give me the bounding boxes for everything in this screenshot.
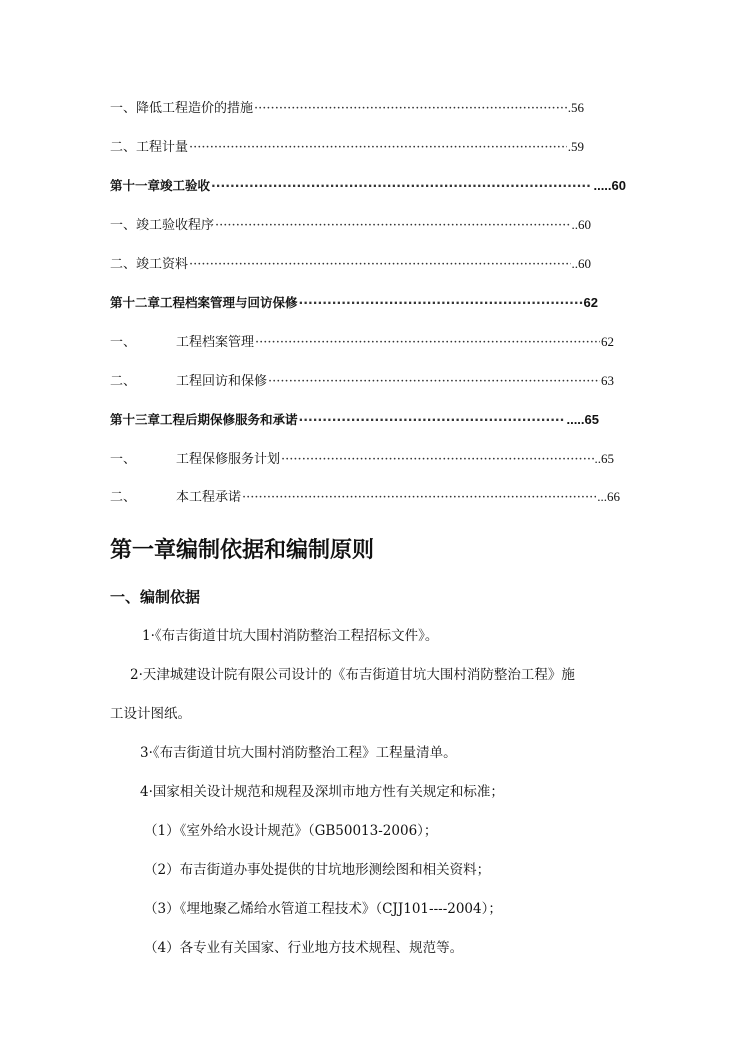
toc-page: .....65 bbox=[566, 412, 599, 427]
toc-title: 工程保修服务计划 bbox=[176, 452, 281, 467]
toc-entry[interactable] bbox=[110, 255, 591, 274]
toc-title: 竣工验收程序 bbox=[136, 218, 215, 233]
toc-number: 二、 bbox=[110, 140, 137, 155]
toc-page: 62 bbox=[583, 295, 598, 310]
toc-page: 63 bbox=[601, 373, 614, 388]
paragraph: 工设计图纸。 bbox=[110, 706, 191, 722]
toc-title: 第十二章工程档案管理与回访保修 bbox=[110, 295, 298, 310]
toc-page: ..60 bbox=[571, 256, 591, 271]
paragraph: （3）《埋地聚乙烯给水管道工程技术》（CJJ101----2004）； bbox=[144, 901, 502, 917]
toc-page: ...66 bbox=[597, 489, 620, 504]
toc-leader bbox=[242, 489, 596, 507]
toc-page: ..65 bbox=[594, 451, 614, 466]
toc-title: 降低工程造价的措施 bbox=[136, 101, 254, 116]
paragraph: （2）布吉街道办事处提供的甘坑地形测绘图和相关资料； bbox=[144, 862, 491, 878]
toc-number: 二、 bbox=[110, 374, 137, 389]
toc-leader bbox=[215, 217, 570, 235]
toc-entry[interactable] bbox=[110, 177, 626, 195]
toc-number: 一、 bbox=[110, 218, 137, 233]
toc-entry[interactable] bbox=[110, 99, 584, 118]
toc-leader bbox=[211, 177, 592, 195]
toc-leader bbox=[189, 256, 570, 274]
toc-leader bbox=[268, 373, 600, 391]
toc-entry[interactable] bbox=[110, 333, 614, 352]
paragraph: 1·《布吉街道甘坑大围村消防整治工程招标文件》。 bbox=[142, 628, 439, 644]
toc-page: .59 bbox=[567, 139, 584, 154]
toc-leader bbox=[299, 294, 583, 312]
paragraph: 2·天津城建设计院有限公司设计的《布吉街道甘坑大围村消防整治工程》施 bbox=[130, 667, 575, 683]
toc-title: 本工程承诺 bbox=[176, 490, 242, 505]
toc-page: .....60 bbox=[593, 178, 626, 193]
paragraph: （1）《室外给水设计规范》（GB50013-2006）； bbox=[144, 823, 438, 839]
toc-title: 工程回访和保修 bbox=[176, 374, 268, 389]
paragraph: （4）各专业有关国家、行业地方技术规程、规范等。 bbox=[144, 940, 464, 956]
toc-leader bbox=[281, 451, 593, 469]
toc-entry[interactable] bbox=[110, 294, 598, 312]
toc-page: ..60 bbox=[571, 217, 591, 232]
toc-title: 第十三章工程后期保修服务和承诺 bbox=[110, 412, 298, 427]
chapter-title: 第一章编制依据和编制原则 bbox=[110, 538, 375, 563]
toc-leader bbox=[255, 334, 600, 352]
paragraph: 4·国家相关设计规范和规程及深圳市地方性有关规定和标准； bbox=[140, 784, 504, 800]
toc-number: 一、 bbox=[110, 335, 137, 350]
toc-entry[interactable] bbox=[110, 138, 584, 157]
toc-leader bbox=[299, 411, 566, 429]
toc-number: 二、 bbox=[110, 257, 137, 272]
toc-title: 工程档案管理 bbox=[176, 335, 255, 350]
toc-leader bbox=[189, 139, 567, 157]
toc-number: 一、 bbox=[110, 452, 137, 467]
toc-entry[interactable] bbox=[110, 216, 591, 235]
toc-title: 竣工资料 bbox=[136, 257, 189, 272]
toc-entry[interactable] bbox=[110, 411, 599, 429]
toc-number: 一、 bbox=[110, 101, 137, 116]
toc-entry[interactable] bbox=[110, 372, 614, 391]
toc-title: 第十一章竣工验收 bbox=[110, 178, 211, 193]
toc-leader bbox=[254, 100, 567, 118]
toc-title: 工程计量 bbox=[136, 140, 189, 155]
section-title: 一、编制依据 bbox=[110, 588, 201, 606]
paragraph: 3·《布吉街道甘坑大围村消防整治工程》工程量清单。 bbox=[140, 745, 457, 761]
toc-entry[interactable] bbox=[110, 488, 620, 507]
toc-page: 62 bbox=[601, 334, 614, 349]
toc-page: .56 bbox=[567, 100, 584, 115]
toc-entry[interactable] bbox=[110, 450, 614, 469]
toc-number: 二、 bbox=[110, 490, 137, 505]
